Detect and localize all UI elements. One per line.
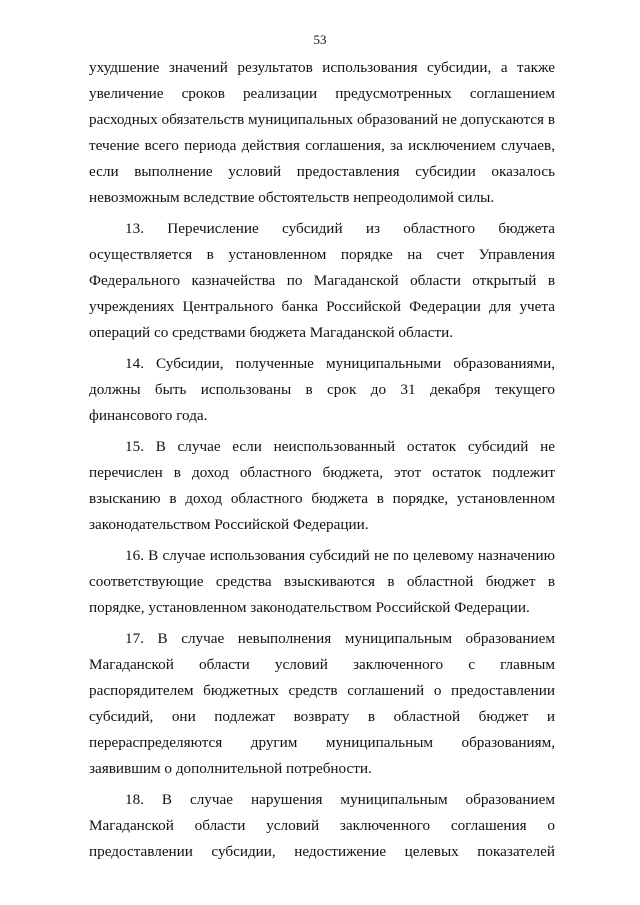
page-number: 53: [313, 32, 327, 47]
paragraph-continuation: ухудшение значений результатов использования субсидии, а также увеличение сроков реализации предусмотренных соглашением расходных обязательств муниципальных образований не допускаются в течение всего периода действия соглашения, за исключением случаев, если выполнение условий предоставления субсидии оказалось невозможным вследствие обстоятельств непреодолимой силы.: [89, 59, 555, 206]
paragraph-17: 17. В случае невыполнения муниципальным образованием Магаданской области условий заключенного с главным распорядителем бюджетных средств соглашений о предоставлении субсидий, они подлежат возврату в областной бюджет и перераспределяются другим муниципальным образованиям, заявившим о дополнительной потребности.: [89, 630, 555, 777]
paragraph-13: 13. Перечисление субсидий из областного бюджета осуществляется в установленном порядке на счет Управления Федерального казначейства по Магаданской области открытый в учреждениях Центрального банка Российской Федерации для учета операций со средствами бюджета Магаданской области.: [89, 220, 555, 341]
document-body: [89, 55, 555, 865]
paragraph-14: 14. Субсидии, полученные муниципальными образованиями, должны быть использованы в срок до 31 декабря текущего финансового года.: [89, 355, 555, 424]
paragraph-15: 15. В случае если неиспользованный остаток субсидий не перечислен в доход областного бюджета, этот остаток подлежит взысканию в доход областного бюджета в порядке, установленном законодательством Российской Федерации.: [89, 438, 555, 533]
paragraph-18: 18. В случае нарушения муниципальным образованием Магаданской области условий заключенного соглашения о предоставлении субсидии, недостижение целевых показателей: [89, 791, 555, 860]
paragraph-16: 16. В случае использования субсидий не по целевому назначению соответствующие средства взыскиваются в областной бюджет в порядке, установленном законодательством Российской Федерации.: [89, 547, 555, 616]
